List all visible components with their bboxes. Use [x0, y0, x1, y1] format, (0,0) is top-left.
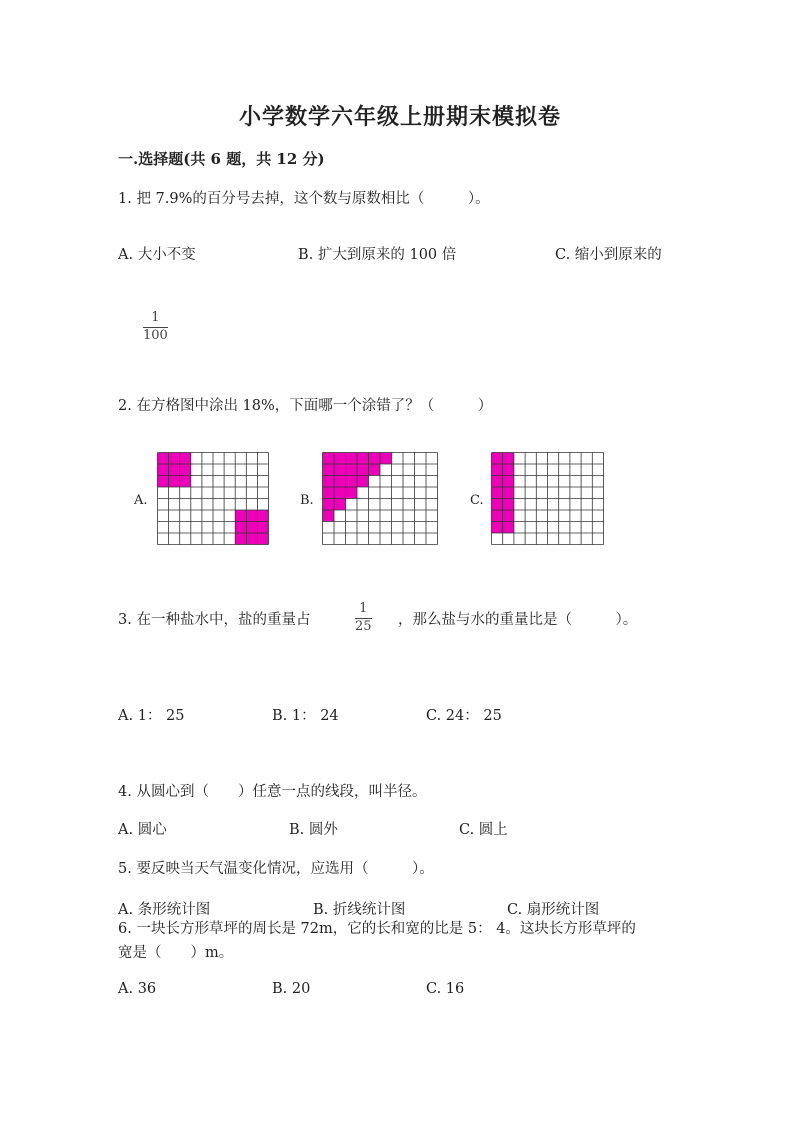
grid-c[interactable] — [491, 452, 604, 545]
shaded-cell — [492, 476, 503, 488]
shaded-cell — [180, 453, 191, 465]
question-6-option-a[interactable]: A. 36 — [118, 981, 157, 997]
question-1-text: 1. 把 7.9%的百分号去掉，这个数与原数相比（ ）。 — [118, 191, 490, 207]
shaded-cell — [246, 533, 257, 545]
grid-b-svg — [322, 452, 438, 545]
grid-c-label[interactable]: C. — [470, 493, 484, 508]
question-1-option-c[interactable]: C. 缩小到原来的 — [555, 247, 662, 263]
shaded-cell — [235, 533, 246, 545]
shaded-cell — [158, 476, 169, 488]
question-6-text: 6. 一块长方形草坪的周长是 72m，它的长和宽的比是 5： 4。这块长方形草坪的 — [118, 921, 636, 937]
shaded-cell — [323, 476, 335, 488]
question-3-option-b[interactable]: B. 1： 24 — [272, 708, 339, 724]
question-1-option-a[interactable]: A. 大小不变 — [118, 247, 196, 263]
shaded-cell — [346, 487, 358, 499]
question-3-fraction — [355, 602, 372, 635]
shaded-cell — [334, 487, 346, 499]
question-4-option-c[interactable]: C. 圆上 — [459, 822, 508, 838]
grid-a-svg — [157, 452, 269, 545]
question-1-option-b[interactable]: B. 扩大到原来的 100 倍 — [298, 247, 457, 263]
shaded-cell — [158, 464, 169, 476]
shaded-cell — [346, 453, 358, 465]
question-3-text-after: ，那么盐与水的重量比是（ ）。 — [398, 612, 638, 628]
shaded-cell — [503, 510, 514, 522]
question-4-option-b[interactable]: B. 圆外 — [289, 822, 338, 838]
shaded-cell — [503, 522, 514, 534]
question-3-option-c[interactable]: C. 24： 25 — [426, 708, 502, 724]
shaded-cell — [246, 522, 257, 534]
shaded-cell — [323, 487, 335, 499]
shaded-cell — [323, 464, 335, 476]
grid-a[interactable] — [157, 452, 269, 545]
page-title: 小学数学六年级上册期末模拟卷 — [238, 104, 561, 130]
shaded-cell — [169, 476, 180, 488]
shaded-cell — [369, 453, 381, 465]
question-5-option-c[interactable]: C. 扇形统计图 — [507, 902, 600, 918]
shaded-cell — [492, 510, 503, 522]
grid-a-label[interactable]: A. — [134, 493, 148, 508]
shaded-cell — [235, 510, 246, 522]
shaded-cell — [503, 487, 514, 499]
question-5-option-a[interactable]: A. 条形统计图 — [118, 902, 211, 918]
grid-c-svg — [491, 452, 604, 545]
shaded-cell — [334, 464, 346, 476]
shaded-cell — [492, 499, 503, 511]
shaded-cell — [323, 499, 335, 511]
shaded-cell — [257, 510, 268, 522]
shaded-cell — [503, 476, 514, 488]
shaded-cell — [492, 522, 503, 534]
question-3-text-before: 3. 在一种盐水中，盐的重量占 — [118, 612, 311, 628]
question-4-text: 4. 从圆心到（ ）任意一点的线段，叫半径。 — [118, 784, 427, 800]
shaded-cell — [257, 522, 268, 534]
question-1-fraction — [143, 311, 168, 344]
question-4-option-a[interactable]: A. 圆心 — [118, 822, 167, 838]
grid-b[interactable] — [322, 452, 438, 545]
shaded-cell — [492, 487, 503, 499]
shaded-cell — [334, 476, 346, 488]
fraction-denominator: 100 — [143, 327, 168, 343]
shaded-cell — [492, 453, 503, 465]
shaded-cell — [334, 453, 346, 465]
question-5-option-b[interactable]: B. 折线统计图 — [313, 902, 406, 918]
shaded-cell — [235, 522, 246, 534]
question-3-option-a[interactable]: A. 1： 25 — [118, 708, 185, 724]
question-6-text-line2: 宽是（ ）m。 — [118, 945, 234, 961]
shaded-cell — [346, 464, 358, 476]
shaded-cell — [246, 510, 257, 522]
shaded-cell — [180, 464, 191, 476]
shaded-cell — [503, 499, 514, 511]
fraction-denominator: 25 — [355, 618, 372, 634]
fraction-numerator: 1 — [151, 310, 160, 325]
shaded-cell — [334, 499, 346, 511]
question-5-text: 5. 要反映当天气温变化情况，应选用（ ）。 — [118, 861, 434, 877]
shaded-cell — [323, 453, 335, 465]
shaded-cell — [169, 464, 180, 476]
question-2-text: 2. 在方格图中涂出 18%，下面哪一个涂错了？（ ） — [118, 398, 493, 414]
shaded-cell — [357, 453, 369, 465]
shaded-cell — [357, 464, 369, 476]
shaded-cell — [180, 476, 191, 488]
shaded-cell — [380, 453, 392, 465]
shaded-cell — [158, 453, 169, 465]
shaded-cell — [257, 533, 268, 545]
shaded-cell — [503, 453, 514, 465]
shaded-cell — [369, 464, 381, 476]
shaded-cell — [169, 453, 180, 465]
section-header: 一.选择题(共 6 题，共 12 分) — [118, 150, 325, 168]
shaded-cell — [357, 476, 369, 488]
shaded-cell — [503, 464, 514, 476]
grid-b-label[interactable]: B. — [300, 493, 314, 508]
shaded-cell — [346, 476, 358, 488]
question-6-option-c[interactable]: C. 16 — [426, 981, 465, 997]
shaded-cell — [323, 510, 335, 522]
fraction-numerator: 1 — [359, 601, 368, 616]
shaded-cell — [492, 464, 503, 476]
question-6-option-b[interactable]: B. 20 — [272, 981, 311, 997]
